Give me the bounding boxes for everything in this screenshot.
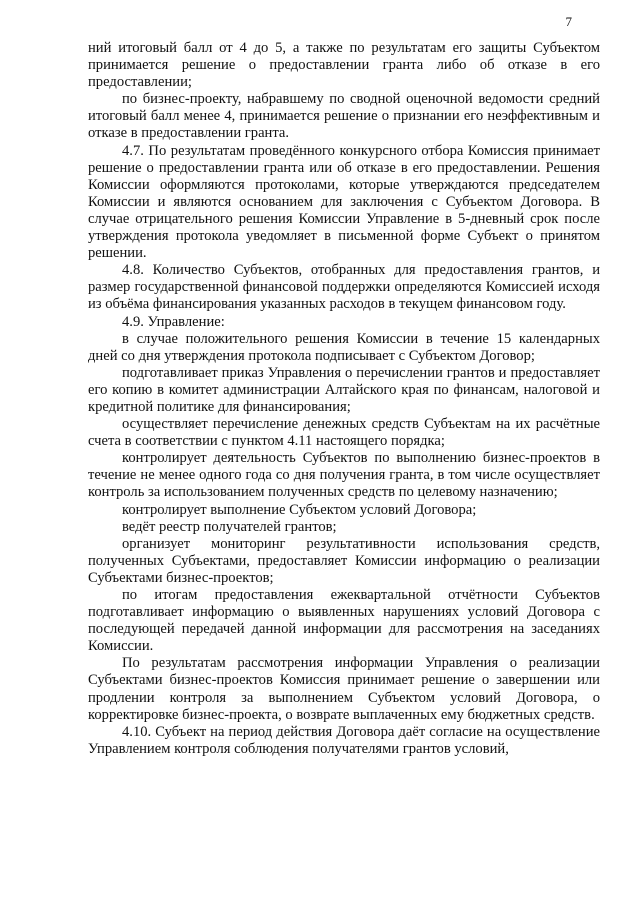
paragraph: подготавливает приказ Управления о перечислении грантов и предоставляет его копию в комитет администрации Алтайского края по финансам, налоговой и кредитной политике для финансирования; [88,364,600,415]
page-number: 7 [565,14,572,29]
paragraph: по бизнес-проекту, набравшему по сводной оценочной ведомости средний итоговый балл менее 4, принимается решение о признании его неэффективным и отказе в предоставлении гранта. [88,91,600,142]
document-body [88,40,600,758]
paragraph: 4.7. По результатам проведённого конкурсного отбора Комиссия принимает решение о предоставлении гранта или об отказе в его предоставлении. Решения Комиссии оформляются протоколами, которые утверждаются председателем Комиссии и являются основанием для заключения с Субъектом Договора. В случае отрицательного решения Комиссии Управление в 5-дневный срок после утверждения протокола уведомляет в письменной форме Субъект о принятом решении. [88,142,600,262]
paragraph: контролирует выполнение Субъектом условий Договора; [122,501,477,518]
paragraph: ведёт реестр получателей грантов; [122,518,337,535]
paragraph: в случае положительного решения Комиссии в течение 15 календарных дней со дня утверждения протокола подписывает с Субъектом Договор; [88,330,600,364]
paragraph: 4.10. Субъект на период действия Договора даёт согласие на осуществление Управлением контроля соблюдения получателями грантов условий, [88,723,600,757]
paragraph: по итогам предоставления ежеквартальной отчётности Субъектов подготавливает информацию о выявленных нарушениях условий Договора с последующей передачей данной информации для рассмотрения на заседаниях Комиссии. [88,587,600,655]
paragraph: осуществляет перечисление денежных средств Субъектам на их расчётные счета в соответствии с пунктом 4.11 настоящего порядка; [88,416,600,450]
paragraph: ний итоговый балл от 4 до 5, а также по результатам его защиты Субъектом принимается решение о предоставлении гранта либо об отказе в его предоставлении; [88,40,600,91]
paragraph: контролирует деятельность Субъектов по выполнению бизнес-проектов в течение не менее одного года со дня получения гранта, в том числе осуществляет контроль за использованием полученных средств по целевому назначению; [88,450,600,501]
paragraph: 4.8. Количество Субъектов, отобранных для предоставления грантов, и размер государственной финансовой поддержки определяются Комиссией исходя из объёма финансирования указанных расходов в текущем финансовом году. [88,262,600,313]
paragraph: организует мониторинг результативности использования средств, полученных Субъектами, предоставляет Комиссии информацию о реализации Субъектами бизнес-проектов; [88,535,600,586]
paragraph: По результатам рассмотрения информации Управления о реализации Субъектами бизнес-проектов Комиссия принимает решение о завершении или продлении контроля за выполнением Субъектом условий Договора, о корректировке бизнес-проекта, о возврате выплаченных ему бюджетных средств. [88,655,600,723]
paragraph: 4.9. Управление: [122,313,225,330]
